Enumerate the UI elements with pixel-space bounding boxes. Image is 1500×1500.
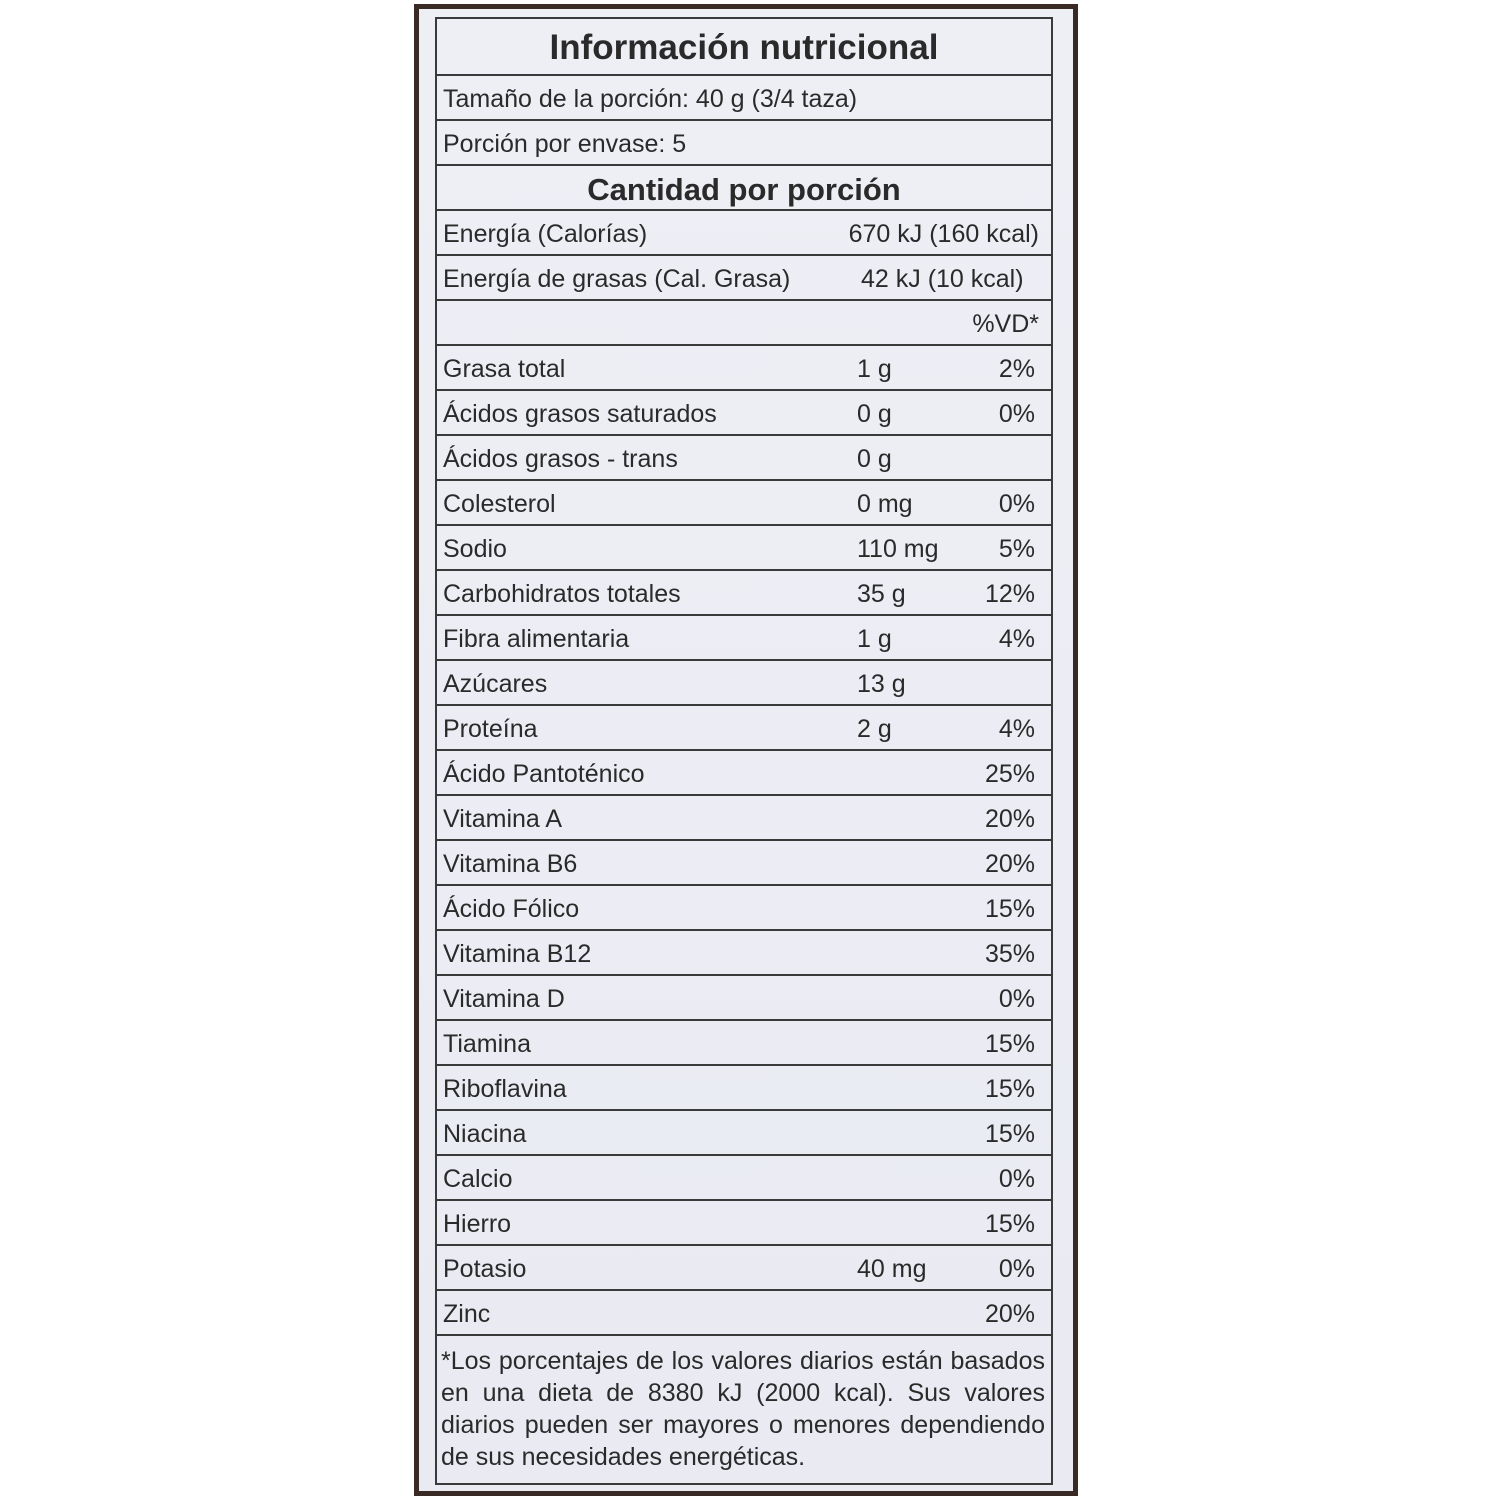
nutrient-dv: 12% xyxy=(984,580,1035,608)
nutrient-row xyxy=(437,1156,1051,1201)
nutrient-name: Ácido Fólico xyxy=(443,895,580,923)
nutrient-name: Vitamina B6 xyxy=(443,850,578,878)
nutrient-dv: 15% xyxy=(984,1075,1035,1103)
nutrient-dv: 15% xyxy=(984,1120,1035,1148)
nutrient-row xyxy=(437,1201,1051,1246)
nutrient-name: Vitamina A xyxy=(443,805,563,833)
serving-size-row xyxy=(437,76,1051,121)
nutrient-amount: 1 g xyxy=(857,355,892,383)
nutrient-row xyxy=(437,931,1051,976)
nutrient-dv: 35% xyxy=(984,940,1035,968)
nutrient-dv: 4% xyxy=(998,625,1035,653)
nutrient-name: Niacina xyxy=(443,1120,527,1148)
nutrient-row xyxy=(437,796,1051,841)
fat-energy-label: Energía de grasas (Cal. Grasa) xyxy=(443,265,791,293)
nutrient-dv: 15% xyxy=(984,1210,1035,1238)
nutrient-name: Hierro xyxy=(443,1210,512,1238)
nutrient-amount: 13 g xyxy=(857,670,906,698)
nutrient-dv: 5% xyxy=(998,535,1035,563)
nutrient-amount: 110 mg xyxy=(857,535,939,563)
nutrient-dv: 2% xyxy=(998,355,1035,383)
nutrient-amount: 0 mg xyxy=(857,490,913,518)
nutrient-dv: 20% xyxy=(984,1300,1035,1328)
nutrient-dv: 4% xyxy=(998,715,1035,743)
nutrient-dv: 25% xyxy=(984,760,1035,788)
nutrient-amount: 0 g xyxy=(857,445,892,473)
nutrient-name: Ácidos grasos - trans xyxy=(443,445,678,473)
nutrient-row xyxy=(437,391,1051,436)
dv-header: %VD* xyxy=(972,310,1039,338)
nutrient-row xyxy=(437,661,1051,706)
nutrient-name: Ácidos grasos saturados xyxy=(443,400,717,428)
amount-per-serving-heading: Cantidad por porción xyxy=(437,166,1051,211)
nutrient-dv: 15% xyxy=(984,895,1035,923)
nutrient-row xyxy=(437,886,1051,931)
nutrient-row xyxy=(437,346,1051,391)
nutrient-row xyxy=(437,481,1051,526)
footnote: *Los porcentajes de los valores diarios están basados en una dieta de 8380 kJ (2000 kcal). Sus valores diarios pueden ser mayores o menores dependiendo de sus necesidades energéticas. xyxy=(441,1347,1045,1471)
nutrient-row xyxy=(437,1021,1051,1066)
nutrient-amount: 1 g xyxy=(857,625,892,653)
nutrient-name: Colesterol xyxy=(443,490,556,518)
nutrient-dv: 20% xyxy=(984,850,1035,878)
energy-value: 670 kJ (160 kcal) xyxy=(848,220,1039,248)
nutrient-row xyxy=(437,571,1051,616)
nutrient-name: Proteína xyxy=(443,715,538,743)
nutrition-table xyxy=(435,17,1053,1485)
nutrient-amount: 35 g xyxy=(857,580,906,608)
nutrient-amount: 40 mg xyxy=(857,1255,927,1283)
nutrient-name: Vitamina B12 xyxy=(443,940,592,968)
nutrient-name: Ácido Pantoténico xyxy=(443,760,645,788)
energy-label: Energía (Calorías) xyxy=(443,220,648,248)
energy-row xyxy=(437,211,1051,256)
nutrient-name: Calcio xyxy=(443,1165,513,1193)
servings-per-container: Porción por envase: 5 xyxy=(443,130,687,158)
nutrient-row xyxy=(437,841,1051,886)
nutrient-row xyxy=(437,706,1051,751)
nutrient-row xyxy=(437,751,1051,796)
nutrient-row xyxy=(437,436,1051,481)
nutrient-name: Grasa total xyxy=(443,355,566,383)
nutrient-dv: 0% xyxy=(998,985,1035,1013)
nutrient-dv: 0% xyxy=(998,1165,1035,1193)
nutrient-name: Fibra alimentaria xyxy=(443,625,630,653)
serving-size: Tamaño de la porción: 40 g (3/4 taza) xyxy=(443,85,858,113)
nutrient-dv: 0% xyxy=(998,400,1035,428)
nutrient-name: Vitamina D xyxy=(443,985,565,1013)
nutrient-name: Zinc xyxy=(443,1300,491,1328)
nutrient-dv: 0% xyxy=(998,490,1035,518)
nutrient-row xyxy=(437,1066,1051,1111)
nutrient-name: Carbohidratos totales xyxy=(443,580,681,608)
nutrient-amount: 0 g xyxy=(857,400,892,428)
nutrient-dv: 20% xyxy=(984,805,1035,833)
nutrient-row xyxy=(437,1246,1051,1291)
nutrient-name: Sodio xyxy=(443,535,507,563)
nutrient-dv: 15% xyxy=(984,1030,1035,1058)
nutrient-row xyxy=(437,1111,1051,1156)
nutrient-row xyxy=(437,616,1051,661)
nutrient-row xyxy=(437,1291,1051,1336)
nutrient-row xyxy=(437,526,1051,571)
nutrition-label xyxy=(414,4,1078,1496)
nutrient-dv: 0% xyxy=(998,1255,1035,1283)
nutrient-row xyxy=(437,976,1051,1021)
nutrient-name: Tiamina xyxy=(443,1030,531,1058)
servings-per-container-row xyxy=(437,121,1051,166)
nutrient-name: Riboflavina xyxy=(443,1075,567,1103)
nutrient-amount: 2 g xyxy=(857,715,892,743)
fat-energy-row xyxy=(437,256,1051,301)
nutrient-name: Potasio xyxy=(443,1255,527,1283)
dv-header-row xyxy=(437,301,1051,346)
nutrient-name: Azúcares xyxy=(443,670,548,698)
fat-energy-value: 42 kJ (10 kcal) xyxy=(861,265,1024,293)
label-title: Información nutricional xyxy=(437,19,1051,76)
